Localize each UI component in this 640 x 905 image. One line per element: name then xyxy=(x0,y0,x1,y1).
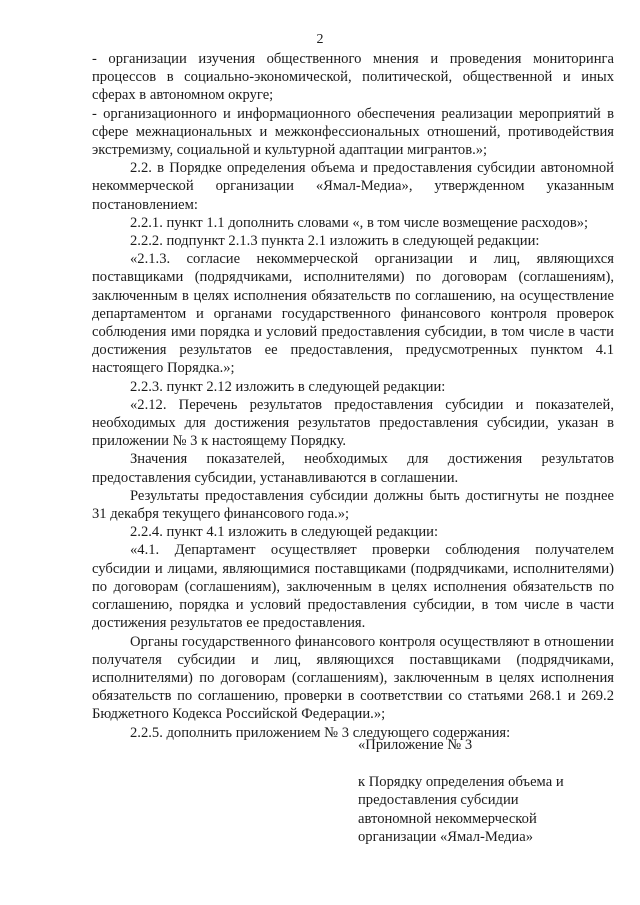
paragraph: 2.2.5. дополнить приложением № 3 следующего содержания: xyxy=(130,724,511,741)
paragraph: Органы государственного финансового контроля осуществляют в отношении получателя субсидии и лиц, являющихся поставщиками (подрядчиками, исполнителями) по договорам (соглашениям), заключенным в целях исполнения обязательств по соглашению, проверки в соответствии со статьями 268.1 и 269.2 Бюджетного Кодекса Российской Федерации.»; xyxy=(92,633,614,723)
appendix-spacer xyxy=(358,754,608,773)
paragraph: 2.2.1. пункт 1.1 дополнить словами «, в том числе возмещение расходов»; xyxy=(130,214,589,231)
paragraph: 2.2. в Порядке определения объема и предоставления субсидии автономной некоммерческой организации «Ямал-Медиа», утвержденном указанным постановлением: xyxy=(92,160,614,213)
appendix-line: автономной некоммерческой xyxy=(358,810,537,827)
appendix-title: «Приложение № 3 xyxy=(358,737,473,753)
appendix-line: к Порядку определения объема и xyxy=(358,774,564,791)
paragraph-list-item: - организационного и информационного обеспечения реализации мероприятий в сфере межнациональных и межконфессиональных отношений, противодействия экстремизму, социальной и культурной адаптации мигрантов.»; xyxy=(92,105,614,159)
paragraph: 2.2.4. пункт 4.1 изложить в следующей редакции: xyxy=(130,524,439,541)
paragraph-quote: «4.1. Департамент осуществляет проверки соблюдения получателем субсидии и лицами, являющимися поставщиками (подрядчиками, исполнителями) по договорам (соглашениям), заключенным в целях исполнения обязательств по соглашению, порядка и условий предоставления субсидии, в том числе в части достижения результатов ее предоставления. xyxy=(92,542,614,632)
appendix-line: организации «Ямал-Медиа» xyxy=(358,828,533,845)
page-number: 2 xyxy=(316,32,324,47)
paragraph: 2.2.3. пункт 2.12 изложить в следующей редакции: xyxy=(130,378,446,395)
appendix-line: предоставления субсидии xyxy=(358,792,519,809)
paragraph: Результаты предоставления субсидии должны быть достигнуты не позднее 31 декабря текущего финансового года.»; xyxy=(92,487,614,523)
appendix-heading xyxy=(358,736,608,846)
paragraph: Значения показателей, необходимых для достижения результатов предоставления субсидии, устанавливаются в соглашении. xyxy=(92,451,614,486)
document-body xyxy=(92,50,614,742)
paragraph-quote: «2.12. Перечень результатов предоставления субсидии и показателей, необходимых для достижения результатов предоставления субсидии, указан в приложении № 3 к настоящему Порядку. xyxy=(92,396,614,450)
paragraph-quote: «2.1.3. согласие некоммерческой организации и лиц, являющихся поставщиками (подрядчиками, исполнителями) по договорам (соглашениям), заключенным в целях исполнения обязательств по соглашению, на осуществление департаментом и органами государственного финансового контроля проверок соблюдения ими порядка и условий предоставления субсидии, в том числе в части достижения результатов ее предоставления, предусмотренных пунктом 4.1 настоящего Порядка.»; xyxy=(92,251,614,377)
paragraph-list-item: - организации изучения общественного мнения и проведения мониторинга процессов в социально-экономической, политической, общественной и иных сферах в автономном округе; xyxy=(92,51,614,104)
paragraph: 2.2.2. подпункт 2.1.3 пункта 2.1 изложить в следующей редакции: xyxy=(130,233,540,250)
